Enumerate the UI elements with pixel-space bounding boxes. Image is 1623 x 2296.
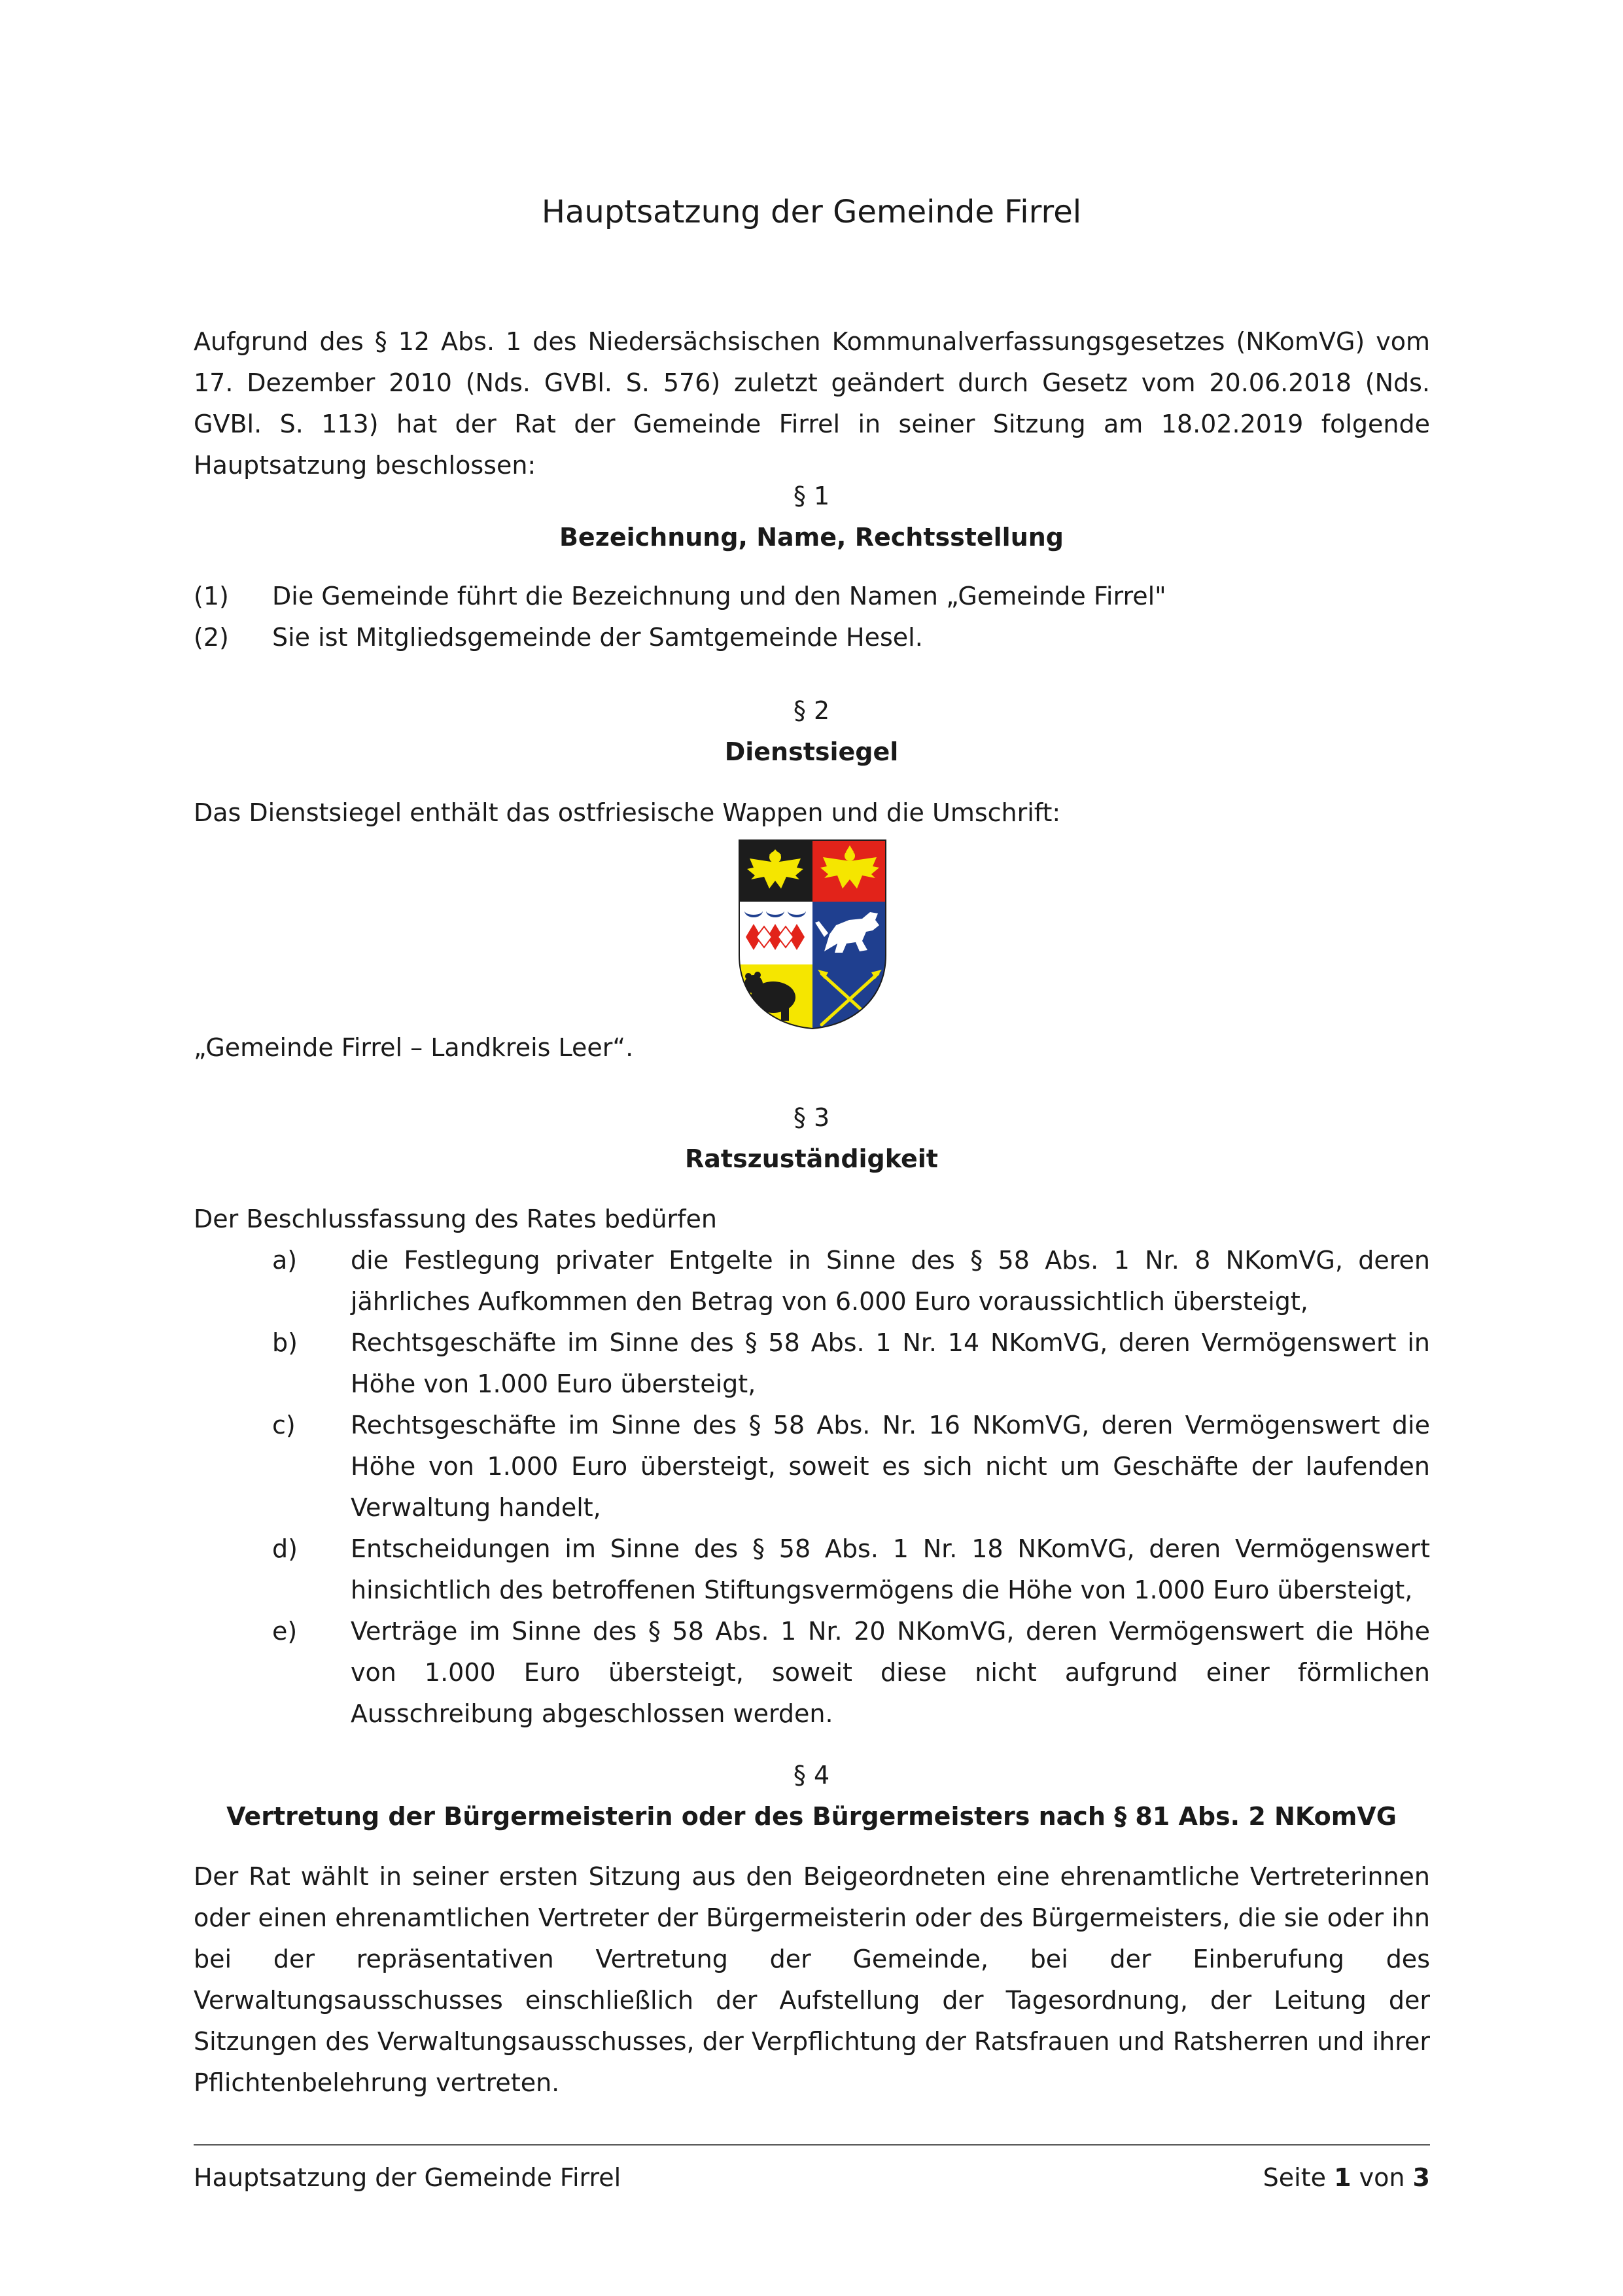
footer-divider <box>194 2144 1430 2146</box>
page-total: 3 <box>1412 2163 1430 2192</box>
item-text: Verträge im Sinne des § 58 Abs. 1 Nr. 20 NKomVG, deren Vermögenswert die Höhe von 1.000 Euro übersteigt, soweit diese nicht aufgrund einer förmlichen Ausschreibung abgeschlossen werden. <box>351 1617 1430 1728</box>
section-3-item-e <box>272 1611 1430 1735</box>
document-title: Hauptsatzung der Gemeinde Firrel <box>541 194 1082 230</box>
item-marker: c) <box>272 1411 296 1439</box>
ostfriesland-coat-of-arms-icon <box>738 839 887 1030</box>
footer-document-title: Hauptsatzung der Gemeinde Firrel <box>194 2163 621 2192</box>
section-1-number: § 1 <box>793 482 830 510</box>
item-text: Die Gemeinde führt die Bezeichnung und den Namen „Gemeinde Firrel" <box>272 582 1166 610</box>
section-2-intro: Das Dienstsiegel enthält das ostfriesische Wappen und die Umschrift: <box>194 798 1061 827</box>
page-label: Seite <box>1263 2163 1326 2192</box>
section-3-item-d <box>272 1528 1430 1611</box>
section-4-number: § 4 <box>793 1761 830 1790</box>
item-marker: d) <box>272 1534 298 1563</box>
item-text: Sie ist Mitgliedsgemeinde der Samtgemeinde Hesel. <box>272 623 923 652</box>
section-3-intro: Der Beschlussfassung des Rates bedürfen <box>194 1205 717 1233</box>
preamble-paragraph: Aufgrund des § 12 Abs. 1 des Niedersächsischen Kommunalverfassungsgesetzes (NKomVG) vom 17. Dezember 2010 (Nds. GVBl. S. 576) zuletzt geändert durch Gesetz vom 20.06.2018 (Nds. GVBl. S. 113) hat der Rat der Gemeinde Firrel in seiner Sitzung am 18.02.2019 folgende Hauptsatzung beschlossen: <box>194 327 1430 480</box>
page-current: 1 <box>1334 2163 1352 2192</box>
section-3-item-c <box>272 1405 1430 1528</box>
item-marker: (2) <box>194 623 229 652</box>
section-2-number: § 2 <box>793 696 830 725</box>
section-4-paragraph: Der Rat wählt in seiner ersten Sitzung aus den Beigeordneten eine ehrenamtliche Vertreterinnen oder einen ehrenamtlichen Vertreter der Bürgermeisterin oder des Bürgermeisters, die sie oder ihn bei der repräsentativen Vertretung der Gemeinde, bei der Einberufung des Verwaltungsausschusses einschließlich der Aufstellung der Tagesordnung, der Leitung der Sitzungen des Verwaltungsausschusses, der Verpflichtung der Ratsfrauen und Ratsherren und ihrer Pflichtenbelehrung vertreten. <box>194 1862 1430 2097</box>
item-marker: a) <box>272 1246 298 1275</box>
section-3-item-b <box>272 1322 1430 1405</box>
item-marker: b) <box>272 1328 298 1357</box>
item-text: Rechtsgeschäfte im Sinne des § 58 Abs. Nr. 16 NKomVG, deren Vermögenswert die Höhe von 1.000 Euro übersteigt, soweit es sich nicht um Geschäfte der laufenden Verwaltung handelt, <box>351 1411 1430 1522</box>
section-2-heading: Dienstsiegel <box>724 737 899 766</box>
section-3-number: § 3 <box>793 1103 830 1132</box>
item-text: Rechtsgeschäfte im Sinne des § 58 Abs. 1 Nr. 14 NKomVG, deren Vermögenswert in Höhe von 1.000 Euro übersteigt, <box>351 1328 1430 1398</box>
section-3-item-a <box>272 1240 1430 1322</box>
section-3-heading: Ratszuständigkeit <box>685 1144 938 1173</box>
section-2-caption: „Gemeinde Firrel – Landkreis Leer“. <box>194 1033 634 1062</box>
section-1-heading: Bezeichnung, Name, Rechtsstellung <box>559 523 1064 552</box>
section-4-heading: Vertretung der Bürgermeisterin oder des Bürgermeisters nach § 81 Abs. 2 NKomVG <box>226 1802 1397 1831</box>
item-marker: (1) <box>194 582 229 610</box>
page-of-label: von <box>1359 2163 1405 2192</box>
item-text: Entscheidungen im Sinne des § 58 Abs. 1 Nr. 18 NKomVG, deren Vermögenswert hinsichtlich des betroffenen Stiftungsvermögens die Höhe von 1.000 Euro übersteigt, <box>351 1534 1430 1604</box>
item-text: die Festlegung privater Entgelte in Sinne des § 58 Abs. 1 Nr. 8 NKomVG, deren jährliches Aufkommen den Betrag von 6.000 Euro voraussichtlich übersteigt, <box>351 1246 1430 1316</box>
item-marker: e) <box>272 1617 298 1646</box>
footer-page-number <box>1263 2157 1430 2199</box>
